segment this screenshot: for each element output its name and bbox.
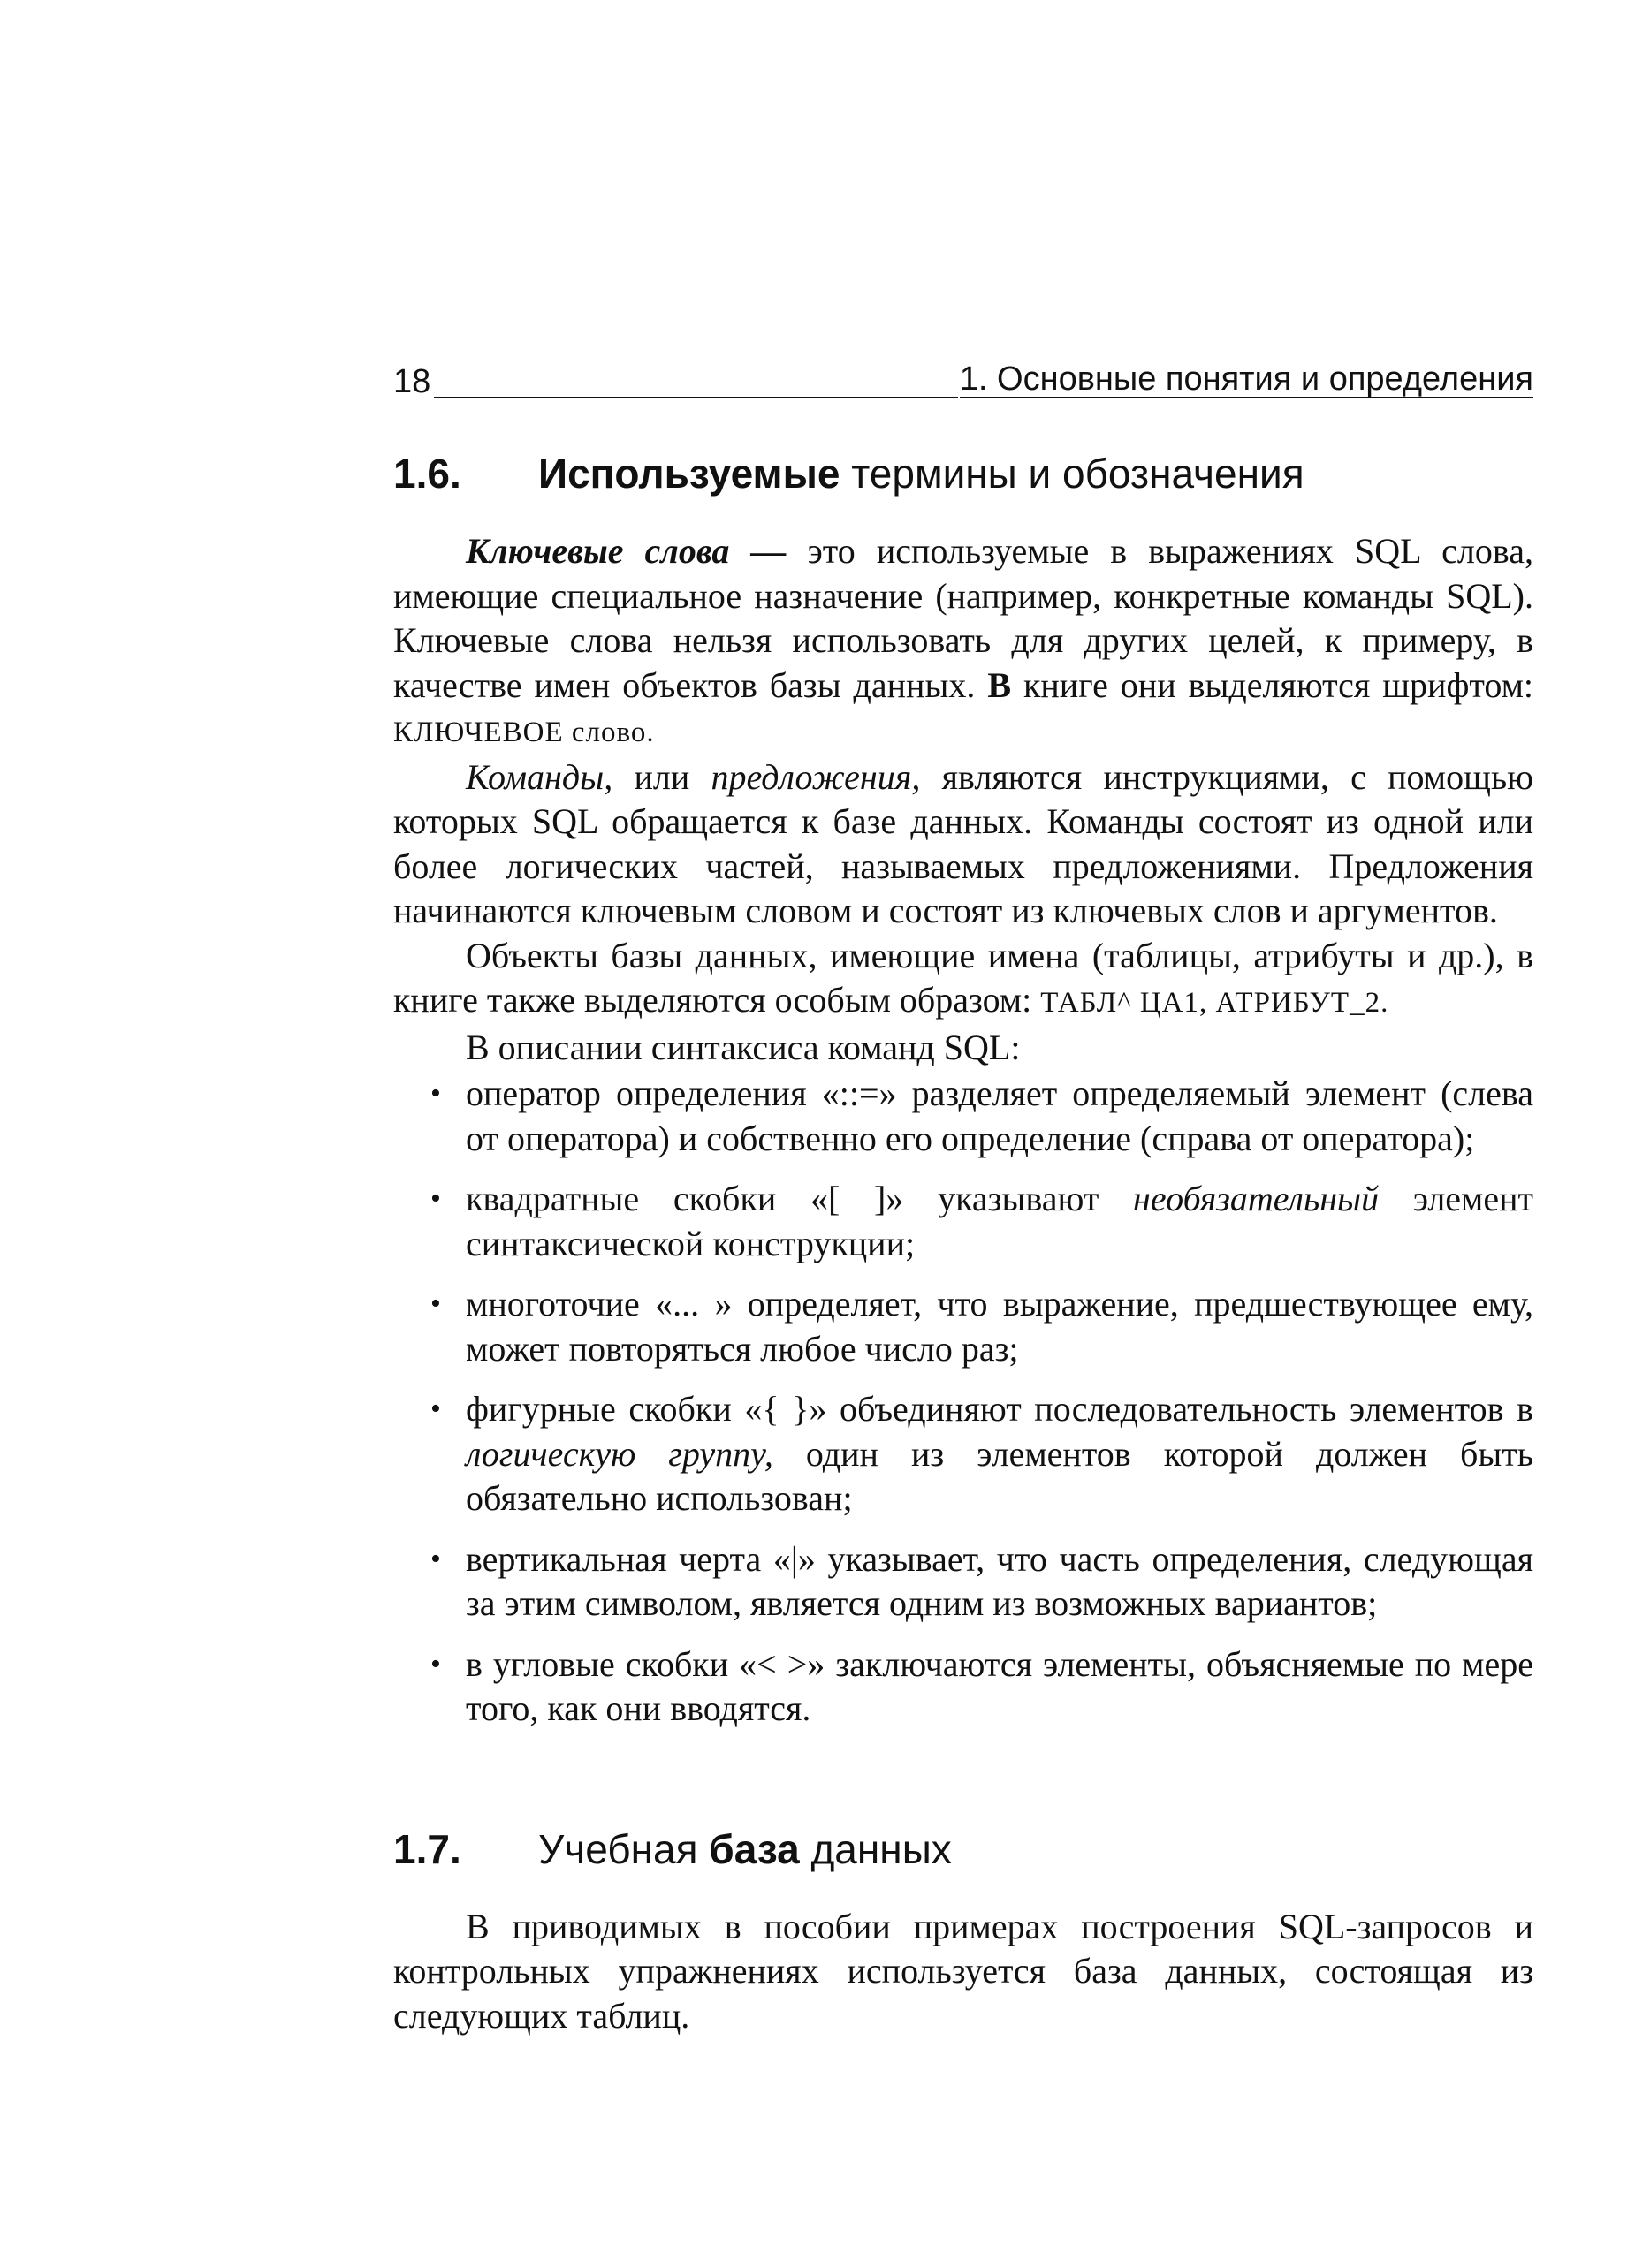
list-item: [393, 1177, 1533, 1266]
list-item-text: вертикальная черта «|» указывает, что часть определения, следующая за этим символом, является одним из возможных вариантов;: [466, 1538, 1533, 1623]
bullet-icon: •: [430, 1542, 441, 1575]
term-keywords: Ключевые слова —: [466, 531, 787, 571]
bullet-icon: •: [430, 1392, 441, 1425]
paragraph-syntax-intro: В описании синтаксиса команд SQL:: [466, 1027, 1021, 1067]
list-item: [393, 1537, 1533, 1627]
list-item-italic: логическую группу,: [466, 1433, 773, 1474]
list-item-text: элемент синтаксической конструкции;: [466, 1179, 1533, 1263]
paragraph-database: В приводимых в пособии примерах построения SQL-запросов и контрольных упражнениях используется база данных, состоящая из следующих таблиц.: [393, 1906, 1533, 2036]
running-header: [393, 362, 1533, 398]
section-number: 1.6.: [393, 451, 461, 497]
bullet-icon: •: [430, 1182, 441, 1215]
section-number: 1.7.: [393, 1825, 461, 1872]
syntax-list: [393, 1072, 1533, 1732]
list-item-text: квадратные скобки «[ ]» указывают: [466, 1179, 1134, 1218]
section-title-part: данных: [799, 1825, 952, 1872]
paragraph-text: или: [612, 756, 711, 797]
list-item-text: в угловые скобки «< >» заключаются элементы, объясняемые по мере того, как они вводятся.: [466, 1643, 1533, 1728]
bullet-icon: •: [430, 1287, 441, 1320]
list-item-text: многоточие «... » определяет, что выражение, предшествующее ему, может повторяться любое число раз;: [466, 1284, 1533, 1369]
paragraph-text: являются инструкциями, с помощью которых SQL обращается к базе данных. Команды состоят из одной или более логических частей, называемых предложениями. Предложения начинаются ключевым словом и состоят из ключевых слов и аргументов.: [393, 756, 1533, 930]
section-1-6-body: [393, 529, 1533, 1732]
paragraph-objects: [393, 934, 1533, 1026]
paragraph-text: это используемые в выражениях SQL слова, имеющие специальное назначение (например, конкретные команды SQL). Ключевые слова нельзя использовать для других целей, к примеру, в качестве имен объектов базы данных.: [393, 531, 1533, 705]
names-example: ТАБЛ^ ЦА1, АТРИБУТ_2.: [1040, 987, 1389, 1019]
page-number: 18: [393, 363, 431, 400]
list-item-italic: необязательный: [1133, 1179, 1380, 1218]
bullet-icon: •: [430, 1647, 441, 1680]
term-clauses: предложения,: [711, 756, 921, 797]
list-item: [393, 1642, 1533, 1732]
list-item-text: фигурные скобки «{ }» объединяют последовательность элементов в: [466, 1389, 1533, 1429]
section-title-bold: Используемые: [538, 451, 840, 497]
section-title-part: Учебная: [538, 1825, 710, 1872]
list-item: [393, 1072, 1533, 1161]
book-page: [393, 362, 1533, 2038]
keyword-example: КЛЮЧЕВОЕ слово.: [393, 717, 655, 748]
list-item-text: один из элементов которой должен быть обязательно использован;: [466, 1433, 1533, 1518]
section-title: [538, 451, 1304, 497]
section-title-bold: база: [709, 1825, 800, 1872]
header-rule: [434, 370, 958, 398]
list-item: [393, 1282, 1533, 1371]
section-1-7-body: [393, 1905, 1533, 2039]
paragraph-commands: [393, 755, 1533, 934]
paragraph-keywords: [393, 529, 1533, 755]
list-item-text: оператор определения «::=» разделяет определяемый элемент (слева от оператора) и собственно его определение (справа от оператора);: [466, 1073, 1533, 1158]
section-heading-1-7: [393, 1825, 1533, 1872]
chapter-title: 1. Основные понятия и определения: [959, 360, 1533, 398]
term-commands: Команды,: [466, 756, 613, 797]
paragraph-text: Объекты базы данных, имеющие имена (таблицы, атрибуты и др.), в книге также выделяются особым образом:: [393, 935, 1533, 1020]
section-title-rest: термины и обозначения: [840, 451, 1304, 497]
list-item: [393, 1387, 1533, 1521]
bold-letter: В: [987, 664, 1011, 705]
bullet-icon: •: [430, 1077, 441, 1110]
section-heading-1-6: [393, 451, 1533, 497]
paragraph-text: книге они выделяются шрифтом:: [1011, 664, 1533, 705]
section-title: [538, 1825, 952, 1872]
